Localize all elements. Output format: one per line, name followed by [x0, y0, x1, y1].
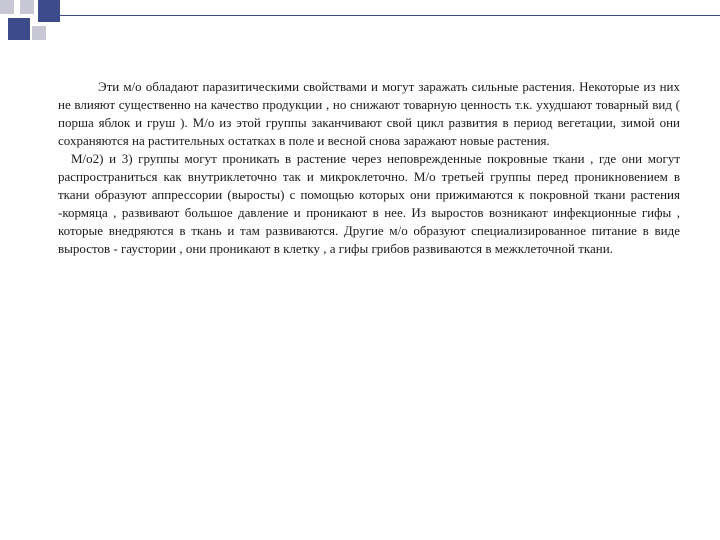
- top-rule-line: [44, 15, 720, 16]
- corner-square-light-2: [20, 0, 34, 14]
- corner-square-dark-1: [38, 0, 60, 22]
- paragraph-1: Эти м/о обладают паразитическими свойствами и могут заражать сильные растения. Некоторые из них не влияют существенно на качество продукции , но снижают товарную ценность т.к. ухудшают товарный вид ( порша яблок и груш ). М/о из этой группы заканчивают свой цикл развития в период вегетации, зимой они сохраняются на растительных остатках в поле и весной снова заражают новые растения.: [58, 79, 680, 148]
- paragraph-2: М/о2) и 3) группы могут проникать в растение через неповрежденные покровные ткани , где они могут распространиться как внутриклеточно так и микроклеточно. М/о третьей группы перед проникновением в ткани образуют аппрессории (выросты) с помощью которых они прижимаются к покровной ткани растения -кормяца , развивают большое давление и проникают в нее. Из выростов возникают инфекционные гифы , которые внедряются в ткань и там развиваются. Другие м/о образуют специализированное питание в виде выростов - гаустории , они проникают в клетку , а гифы грибов развиваются в межклеточной ткани.: [58, 151, 680, 256]
- corner-square-dark-2: [8, 18, 30, 40]
- corner-square-light-3: [32, 26, 46, 40]
- corner-square-light-1: [0, 0, 14, 14]
- slide-body: [58, 78, 680, 258]
